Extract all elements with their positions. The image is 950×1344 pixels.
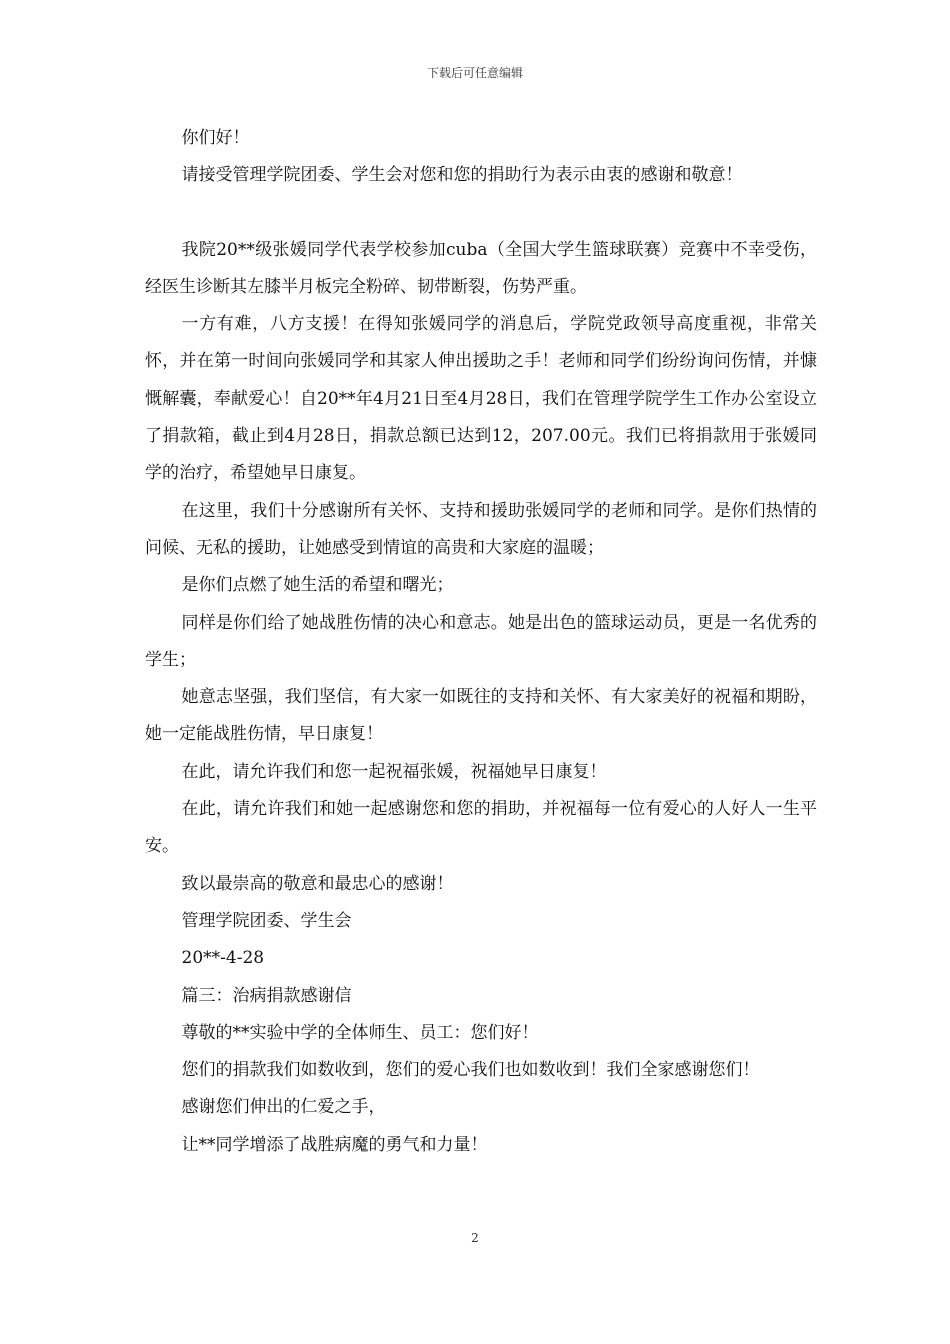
signature-date: 20**-4-28 [181,948,265,969]
section-title: 篇三：治病捐款感谢信 [181,985,352,1006]
paragraph: 请接受管理学院团委、学生会对您和您的捐助行为表示由衷的感谢和敬意！ [181,165,743,186]
paragraph: 同样是你们给了她战胜伤情的决心和意志。她是出色的篮球运动员，更是一名优秀的学生； [145,612,817,670]
paragraph: 我院20**级张媛同学代表学校参加cuba（全国大学生篮球联赛）竞赛中不幸受伤，经医生诊断其左膝半月板完全粉碎、韧带断裂，伤势严重。 [145,239,817,297]
page-number: 2 [471,1231,479,1245]
paragraph: 她意志坚强，我们坚信，有大家一如既往的支持和关怀、有大家美好的祝福和期盼，她一定能战胜伤情，早日康复！ [145,687,817,745]
paragraph: 是你们点燃了她生活的希望和曙光； [181,575,454,596]
letter-body [145,120,817,1164]
paragraph: 您们的捐款我们如数收到，您们的爱心我们也如数收到！我们全家感谢您们！ [181,1060,760,1081]
page-header: 下载后可任意编辑 [426,66,523,80]
paragraph: 在这里，我们十分感谢所有关怀、支持和援助张媛同学的老师和同学。是你们热情的问候、无私的援助，让她感受到情谊的高贵和大家庭的温暖； [145,500,817,558]
salutation: 尊敬的**实验中学的全体师生、员工：您们好！ [181,1022,539,1043]
paragraph: 你们好！ [181,128,250,148]
paragraph: 感谢您们伸出的仁爱之手， [181,1097,386,1118]
paragraph: 在此，请允许我们和她一起感谢您和您的捐助，并祝福每一位有爱心的人好人一生平安。 [145,799,817,857]
paragraph: 在此，请允许我们和您一起祝福张媛，祝福她早日康复！ [181,761,607,782]
paragraph: 一方有难，八方支援！在得知张媛同学的消息后，学院党政领导高度重视，非常关怀，并在第一时间向张媛同学和其家人伸出援助之手！老师和同学们纷纷询问伤情，并慷慨解囊，奉献爱心！自20**年4月21日至4月28日，我们在管理学院学生工作办公室设立了捐款箱，截止到4月28日，捐款总额已达到12，207.00元。我们已将捐款用于张媛同学的治疗，希望她早日康复。 [145,314,817,484]
paragraph: 让**同学增添了战胜病魔的勇气和力量！ [181,1134,488,1155]
paragraph: 致以最崇高的敬意和最忠心的感谢！ [181,873,454,894]
signature-org: 管理学院团委、学生会 [181,910,352,931]
